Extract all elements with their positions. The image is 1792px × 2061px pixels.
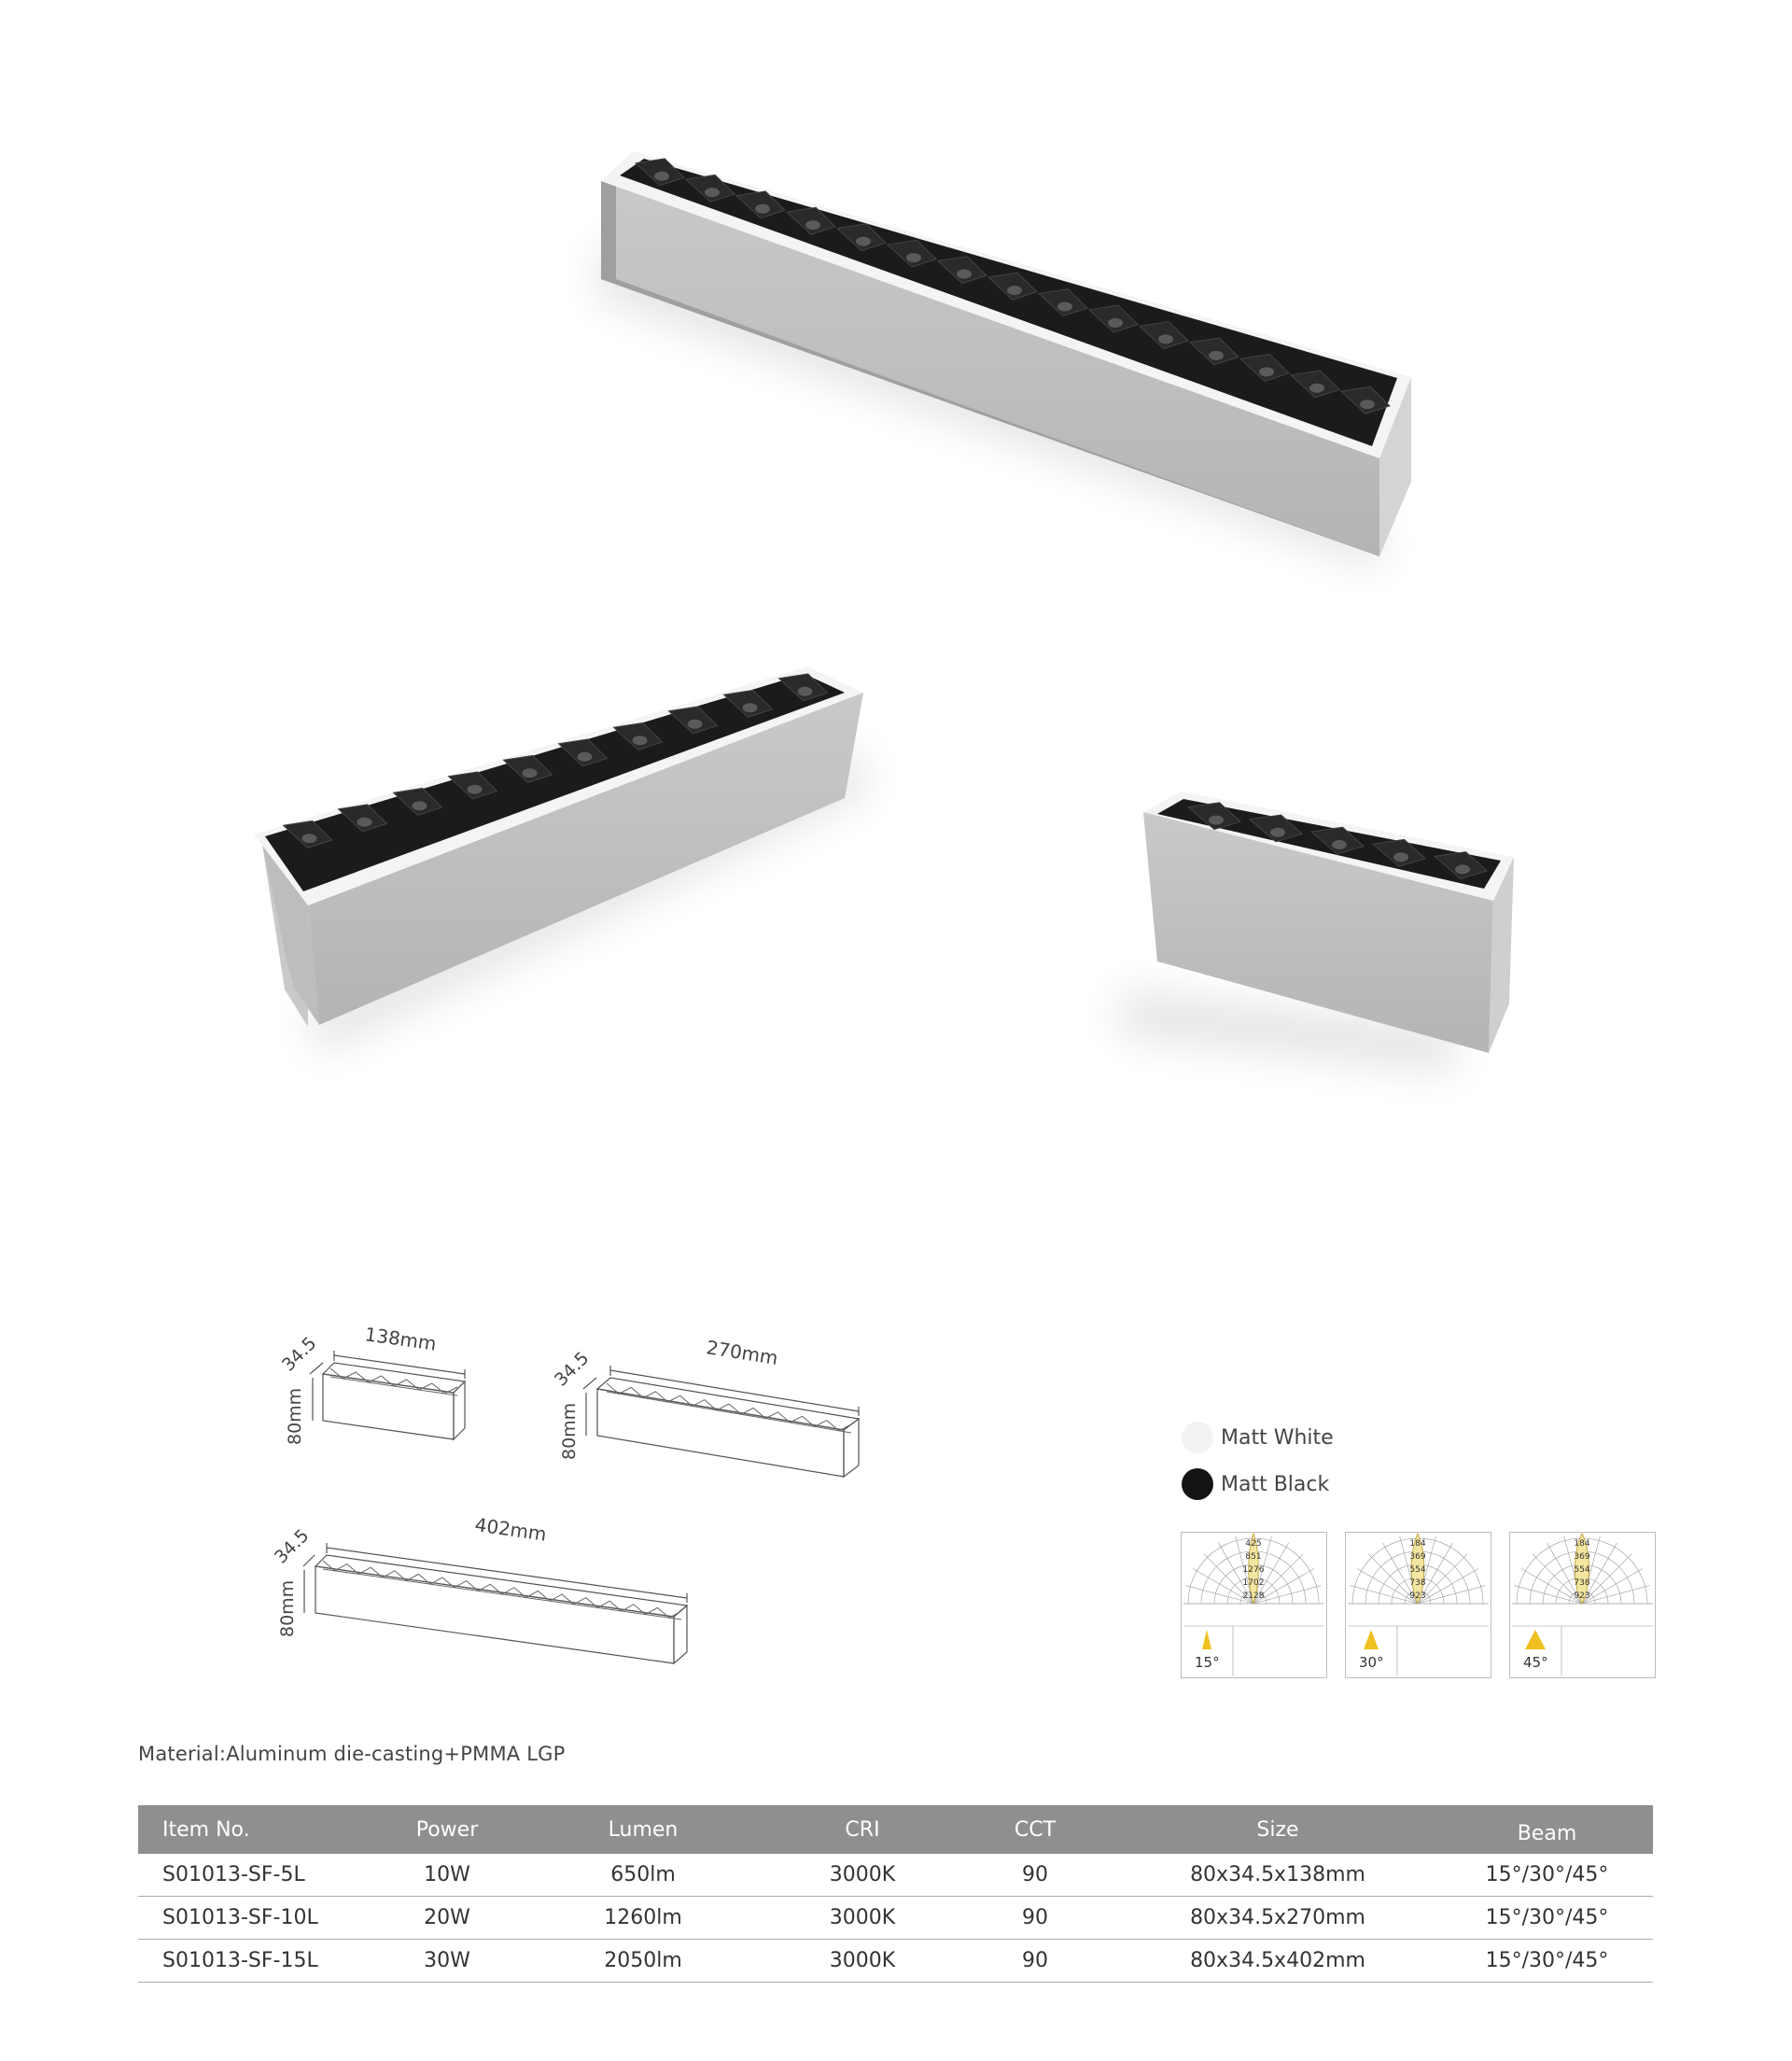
lens-dot xyxy=(705,188,720,197)
dim-large-length: 402mm xyxy=(473,1513,549,1546)
dimension-drawing-medium xyxy=(583,1366,859,1477)
ring-value: 738 xyxy=(1574,1578,1590,1588)
col-cct: CCT xyxy=(956,1805,1114,1854)
ring-value: 738 xyxy=(1409,1578,1426,1588)
lens-dot xyxy=(302,834,317,843)
cell-lumen: 1260lm xyxy=(517,1897,769,1940)
dim-small-length: 138mm xyxy=(363,1323,439,1355)
lens-zigzag xyxy=(330,1368,457,1394)
lens-zigzag xyxy=(607,1383,851,1431)
ring-value: 369 xyxy=(1574,1552,1590,1562)
cell-power: 20W xyxy=(377,1897,517,1940)
cell-power: 30W xyxy=(377,1940,517,1983)
dimension-drawing-small xyxy=(310,1351,465,1439)
ring-value: 369 xyxy=(1409,1552,1426,1562)
lens-dot xyxy=(1209,351,1224,360)
lens-dot xyxy=(755,204,770,214)
lens-dot xyxy=(578,752,593,762)
lens-dot xyxy=(633,736,648,745)
beam-cone-icon xyxy=(1525,1630,1546,1649)
cell-beam: 15°/30°/45° xyxy=(1441,1940,1653,1983)
cell-cct: 90 xyxy=(956,1940,1114,1983)
cell-size: 80x34.5x402mm xyxy=(1114,1940,1441,1983)
lens-dot xyxy=(1455,864,1470,874)
col-size: Size xyxy=(1114,1805,1441,1854)
lens-dot xyxy=(1007,286,1022,295)
lens-dot xyxy=(1158,334,1173,344)
cell-lumen: 2050lm xyxy=(517,1940,769,1983)
finish-label: Matt White xyxy=(1221,1425,1334,1450)
lens-zigzag xyxy=(323,1569,681,1619)
lens-dot xyxy=(1209,816,1224,825)
cell-size: 80x34.5x270mm xyxy=(1114,1897,1441,1940)
lens-dot xyxy=(1309,384,1324,393)
lens-dot xyxy=(654,172,669,181)
dim-large-depth: 34.5 xyxy=(270,1525,314,1568)
product-render-large xyxy=(597,151,1411,569)
table-row xyxy=(138,1854,1653,1897)
black-swatch-icon xyxy=(1182,1468,1213,1500)
lens-dot xyxy=(523,768,538,778)
dim-medium-depth: 34.5 xyxy=(550,1348,594,1391)
lens-dot xyxy=(1108,318,1123,328)
dim-medium-height: 80mm xyxy=(559,1402,580,1460)
finish-option-black xyxy=(1182,1465,1329,1503)
beam-chart-30 xyxy=(1345,1532,1491,1678)
lens-dot xyxy=(906,253,921,262)
cell-cct: 90 xyxy=(956,1854,1114,1897)
lens-dot xyxy=(856,237,871,246)
cell-item-no: S01013-SF-5L xyxy=(138,1854,377,1897)
beam-angle-label: 15° xyxy=(1195,1654,1220,1671)
lens-dot xyxy=(1057,301,1072,311)
spec-table xyxy=(138,1805,1653,1983)
beam-cone-icon xyxy=(1202,1630,1211,1649)
ring-value: 1702 xyxy=(1242,1578,1265,1588)
cell-cri: 3000K xyxy=(769,1897,956,1940)
lens-dot xyxy=(1360,400,1375,409)
col-lumen: Lumen xyxy=(517,1805,769,1854)
lens-dot xyxy=(468,785,483,794)
dim-small-height: 80mm xyxy=(285,1387,305,1445)
white-swatch-icon xyxy=(1182,1422,1213,1453)
product-render-medium xyxy=(254,666,868,1055)
beam-chart-45 xyxy=(1509,1532,1656,1678)
beam-angle-label: 45° xyxy=(1523,1654,1548,1671)
lens-dot xyxy=(1259,367,1274,376)
cell-beam: 15°/30°/45° xyxy=(1441,1854,1653,1897)
cell-lumen: 650lm xyxy=(517,1854,769,1897)
lens-dot xyxy=(413,801,427,810)
col-beam: Beam xyxy=(1441,1805,1653,1854)
ring-value: 425 xyxy=(1245,1539,1262,1549)
beam-chart-15 xyxy=(1181,1532,1327,1678)
ring-value: 554 xyxy=(1574,1565,1590,1575)
dim-small-depth: 34.5 xyxy=(277,1333,321,1376)
col-cri: CRI xyxy=(769,1805,956,1854)
cell-item-no: S01013-SF-15L xyxy=(138,1940,377,1983)
ring-value: 2128 xyxy=(1242,1591,1265,1601)
dim-large-height: 80mm xyxy=(277,1579,298,1637)
lens-dot xyxy=(805,220,820,230)
ring-value: 851 xyxy=(1245,1552,1262,1562)
ring-value: 923 xyxy=(1574,1591,1590,1601)
product-render-small xyxy=(1120,792,1514,1073)
cell-cri: 3000K xyxy=(769,1854,956,1897)
table-header-row xyxy=(138,1805,1653,1854)
dimension-drawings xyxy=(261,1307,915,1689)
col-power: Power xyxy=(377,1805,517,1854)
cell-size: 80x34.5x138mm xyxy=(1114,1854,1441,1897)
material-text: Material:Aluminum die-casting+PMMA LGP xyxy=(138,1743,566,1765)
table-row xyxy=(138,1897,1653,1940)
lens-dot xyxy=(357,818,372,827)
finish-label: Matt Black xyxy=(1221,1472,1330,1496)
ring-value: 923 xyxy=(1409,1591,1426,1601)
beam-angle-label: 30° xyxy=(1359,1654,1384,1671)
lens-dot xyxy=(1270,828,1285,837)
ring-value: 184 xyxy=(1409,1539,1426,1549)
ring-value: 554 xyxy=(1409,1565,1426,1575)
col-item-no: Item No. xyxy=(138,1805,377,1854)
table-row xyxy=(138,1940,1653,1983)
cell-cri: 3000K xyxy=(769,1940,956,1983)
dimension-drawing-large xyxy=(303,1543,687,1663)
ring-value: 184 xyxy=(1574,1539,1590,1549)
cell-beam: 15°/30°/45° xyxy=(1441,1897,1653,1940)
finish-option-white xyxy=(1182,1419,1334,1456)
cell-item-no: S01013-SF-10L xyxy=(138,1897,377,1940)
lens-dot xyxy=(957,270,972,279)
lens-dot xyxy=(743,703,758,712)
dim-medium-length: 270mm xyxy=(705,1336,780,1370)
lens-zigzag xyxy=(330,1377,457,1395)
beam-cone-icon xyxy=(1364,1630,1379,1649)
lens-dot xyxy=(798,687,813,696)
ring-value: 1276 xyxy=(1242,1565,1265,1575)
lens-dot xyxy=(688,720,703,729)
cell-power: 10W xyxy=(377,1854,517,1897)
lens-dot xyxy=(1393,852,1408,862)
cell-cct: 90 xyxy=(956,1897,1114,1940)
lens-dot xyxy=(1332,840,1347,849)
